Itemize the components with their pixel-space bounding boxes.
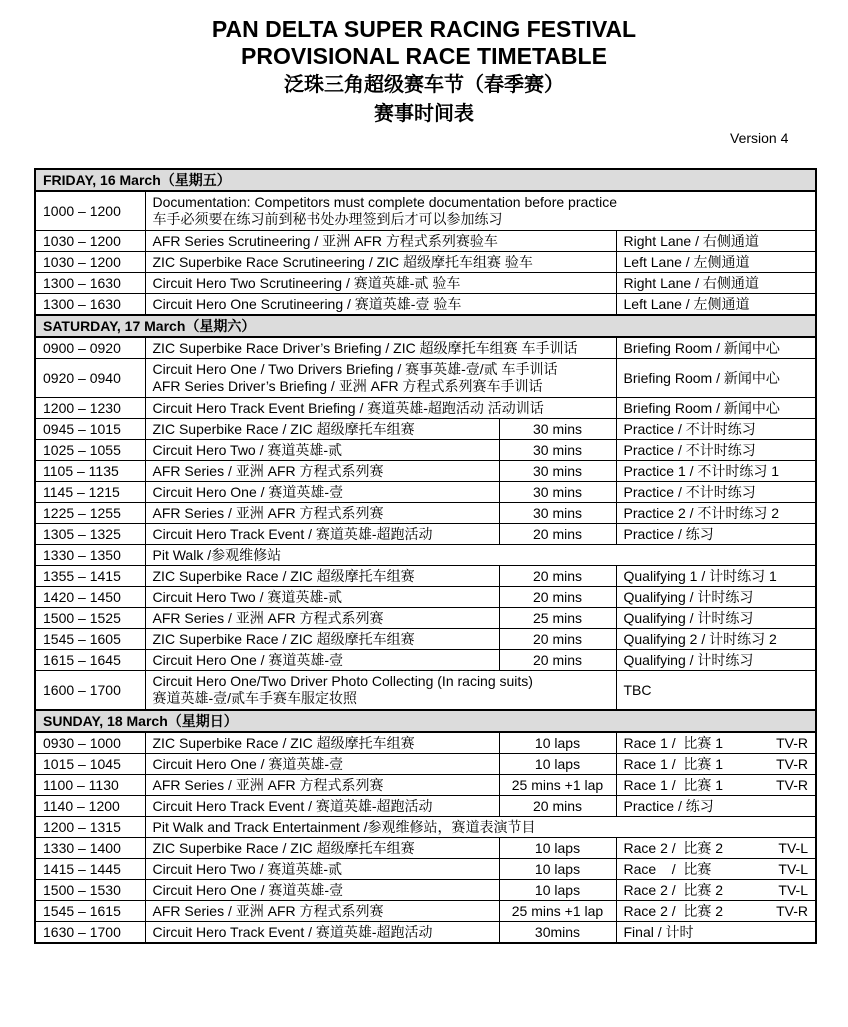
time-cell: 1030 – 1200	[35, 231, 145, 252]
event-cell	[145, 461, 499, 482]
event-line: Circuit Hero Two / 赛道英雄-贰	[152, 860, 343, 877]
event-line: Circuit Hero Two / 赛道英雄-贰	[152, 588, 343, 605]
event-line: Circuit Hero One / Two Drivers Briefing / 赛事英雄-壹/贰 车手训话	[152, 361, 558, 377]
event-line: ZIC Superbike Race Driver’s Briefing / ZIC 超级摩托车组赛 车手训话	[152, 339, 578, 356]
note-wrap	[624, 610, 809, 627]
event-line: AFR Series / 亚洲 AFR 方程式系列赛	[152, 462, 384, 479]
time-cell: 0945 – 1015	[35, 419, 145, 440]
schedule-row	[35, 419, 816, 440]
note-wrap	[624, 484, 809, 501]
event-line: Circuit Hero One / 赛道英雄-壹	[152, 651, 344, 668]
session-label: Qualifying / 计时练习	[623, 588, 754, 605]
note-cell	[616, 775, 816, 796]
section-heading: FRIDAY, 16 March（星期五）	[35, 169, 816, 191]
session-label: Qualifying / 计时练习	[623, 609, 754, 626]
time-cell: 1330 – 1400	[35, 838, 145, 859]
schedule-row	[35, 838, 816, 859]
schedule-row	[35, 337, 816, 359]
schedule-row	[35, 482, 816, 503]
event-line: AFR Series / 亚洲 AFR 方程式系列赛	[152, 902, 384, 919]
time-cell: 1300 – 1630	[35, 273, 145, 294]
tv-label: TV-L	[778, 881, 808, 898]
note-cell	[616, 922, 816, 944]
time-cell: 1500 – 1530	[35, 880, 145, 901]
schedule-row	[35, 294, 816, 316]
time-cell: 1420 – 1450	[35, 587, 145, 608]
title-line-1: PAN DELTA SUPER RACING FESTIVAL	[211, 16, 637, 42]
title-line-2: PROVISIONAL RACE TIMETABLE	[241, 43, 607, 69]
note-wrap	[624, 798, 809, 815]
event-cell	[145, 838, 499, 859]
event-cell	[145, 545, 816, 566]
event-line: AFR Series / 亚洲 AFR 方程式系列赛	[152, 609, 384, 626]
session-label: Final / 计时	[623, 923, 694, 940]
schedule-row	[35, 587, 816, 608]
note-cell: TBC	[616, 671, 816, 711]
duration-cell: 20 mins	[499, 587, 616, 608]
event-line: Circuit Hero One / 赛道英雄-壹	[152, 881, 344, 898]
event-cell	[145, 482, 499, 503]
schedule-row	[35, 440, 816, 461]
time-cell: 1415 – 1445	[35, 859, 145, 880]
schedule-row	[35, 503, 816, 524]
note-wrap	[624, 505, 809, 522]
note-wrap	[624, 735, 809, 752]
note-wrap	[624, 924, 809, 941]
section-heading: SATURDAY, 17 March（星期六）	[35, 315, 816, 337]
schedule-row	[35, 398, 816, 419]
note-wrap	[624, 756, 809, 773]
duration-cell: 25 mins +1 lap	[499, 775, 616, 796]
session-label: Practice / 练习	[623, 525, 714, 542]
schedule-row	[35, 901, 816, 922]
note-wrap	[624, 421, 809, 438]
note-cell: Briefing Room / 新闻中心	[616, 398, 816, 419]
event-line: AFR Series / 亚洲 AFR 方程式系列赛	[152, 776, 384, 793]
session-label: Practice / 不计时练习	[623, 483, 756, 500]
event-line: ZIC Superbike Race / ZIC 超级摩托车组赛	[152, 567, 415, 584]
schedule-row	[35, 629, 816, 650]
note-cell: Left Lane / 左侧通道	[616, 294, 816, 316]
time-cell: 1030 – 1200	[35, 252, 145, 273]
note-wrap	[624, 526, 809, 543]
event-cell	[145, 587, 499, 608]
duration-cell: 10 laps	[499, 838, 616, 859]
note-wrap	[624, 652, 809, 669]
title-chinese-1: 泛珠三角超级赛车节（春季赛）	[284, 72, 564, 96]
event-cell	[145, 880, 499, 901]
note-wrap	[624, 463, 809, 480]
event-cell	[145, 337, 616, 359]
time-cell: 1615 – 1645	[35, 650, 145, 671]
tv-label: TV-R	[776, 902, 808, 919]
note-cell	[616, 838, 816, 859]
title-chinese-2: 赛事时间表	[374, 101, 474, 125]
event-line: Pit Walk /参观维修站	[152, 546, 282, 563]
note-cell	[616, 503, 816, 524]
session-label: Qualifying / 计时练习	[623, 651, 754, 668]
section-header-row	[35, 710, 816, 732]
event-cell	[145, 566, 499, 587]
duration-cell: 10 laps	[499, 880, 616, 901]
schedule-row	[35, 880, 816, 901]
event-line: Circuit Hero Track Event / 赛道英雄-超跑活动	[152, 923, 433, 940]
duration-cell: 30 mins	[499, 461, 616, 482]
session-label: Practice 2 / 不计时练习 2	[623, 504, 780, 521]
note-cell	[616, 859, 816, 880]
event-line: Circuit Hero One / 赛道英雄-壹	[152, 755, 344, 772]
event-cell	[145, 922, 499, 944]
note-wrap	[624, 861, 809, 878]
session-label: Race 2 / 比赛 2	[623, 881, 724, 898]
time-cell: 1000 – 1200	[35, 191, 145, 231]
note-cell	[616, 796, 816, 817]
note-wrap	[624, 589, 809, 606]
duration-cell: 10 laps	[499, 754, 616, 775]
note-cell: Right Lane / 右侧通道	[616, 273, 816, 294]
event-line: Circuit Hero Two / 赛道英雄-贰	[152, 441, 343, 458]
session-label: Qualifying 1 / 计时练习 1	[623, 567, 777, 584]
event-cell	[145, 732, 499, 754]
section-header-row	[35, 169, 816, 191]
note-cell	[616, 754, 816, 775]
session-label: Race 2 / 比赛 2	[623, 839, 724, 856]
note-cell	[616, 732, 816, 754]
duration-cell: 20 mins	[499, 566, 616, 587]
event-cell	[145, 273, 616, 294]
event-line-2: 车手必须要在练习前到秘书处办理签到后才可以参加练习	[152, 211, 503, 227]
duration-cell: 30 mins	[499, 503, 616, 524]
tv-label: TV-R	[776, 755, 808, 772]
duration-cell: 25 mins +1 lap	[499, 901, 616, 922]
event-line: Circuit Hero One/Two Driver Photo Collecting (In racing suits)	[152, 673, 533, 689]
tv-label: TV-L	[778, 839, 808, 856]
session-label: Practice / 不计时练习	[623, 420, 756, 437]
time-cell: 1330 – 1350	[35, 545, 145, 566]
time-cell: 1200 – 1315	[35, 817, 145, 838]
event-cell	[145, 775, 499, 796]
event-line: Circuit Hero One / 赛道英雄-壹	[152, 483, 344, 500]
duration-cell: 30 mins	[499, 482, 616, 503]
event-line: Circuit Hero Track Event / 赛道英雄-超跑活动	[152, 797, 433, 814]
schedule-row	[35, 817, 816, 838]
note-wrap	[624, 442, 809, 459]
tv-label: TV-R	[776, 776, 808, 793]
section-heading: SUNDAY, 18 March（星期日）	[35, 710, 816, 732]
schedule-row	[35, 524, 816, 545]
note-wrap	[624, 882, 809, 899]
time-cell: 1630 – 1700	[35, 922, 145, 944]
note-cell: Left Lane / 左侧通道	[616, 252, 816, 273]
time-cell: 1015 – 1045	[35, 754, 145, 775]
event-line: Documentation: Competitors must complete documentation before practice	[152, 194, 618, 210]
time-cell: 0930 – 1000	[35, 732, 145, 754]
session-label: Race 1 / 比赛 1	[623, 755, 724, 772]
duration-cell: 20 mins	[499, 629, 616, 650]
duration-cell: 25 mins	[499, 608, 616, 629]
event-line: ZIC Superbike Race Scrutineering / ZIC 超级摩托车组赛 验车	[152, 253, 533, 270]
note-wrap	[624, 568, 809, 585]
time-cell: 1500 – 1525	[35, 608, 145, 629]
event-cell	[145, 754, 499, 775]
event-line: AFR Series / 亚洲 AFR 方程式系列赛	[152, 504, 384, 521]
note-wrap	[624, 777, 809, 794]
note-cell	[616, 629, 816, 650]
note-wrap	[624, 631, 809, 648]
event-line: ZIC Superbike Race / ZIC 超级摩托车组赛	[152, 420, 415, 437]
event-line: Pit Walk and Track Entertainment /参观维修站，赛道表演节目	[152, 818, 536, 835]
timetable	[34, 168, 817, 944]
time-cell: 1100 – 1130	[35, 775, 145, 796]
note-cell	[616, 901, 816, 922]
time-cell: 1545 – 1605	[35, 629, 145, 650]
event-line: ZIC Superbike Race / ZIC 超级摩托车组赛	[152, 839, 415, 856]
time-cell: 0920 – 0940	[35, 359, 145, 398]
note-cell	[616, 650, 816, 671]
event-line: Circuit Hero Track Event Briefing / 赛道英雄-超跑活动 活动训话	[152, 399, 544, 416]
schedule-row	[35, 359, 816, 398]
time-cell: 1145 – 1215	[35, 482, 145, 503]
duration-cell: 10 laps	[499, 732, 616, 754]
event-cell	[145, 440, 499, 461]
time-cell: 1200 – 1230	[35, 398, 145, 419]
event-cell	[145, 796, 499, 817]
note-cell	[616, 587, 816, 608]
time-cell: 1305 – 1325	[35, 524, 145, 545]
section-header-row	[35, 315, 816, 337]
duration-cell: 10 laps	[499, 859, 616, 880]
duration-cell: 20 mins	[499, 796, 616, 817]
event-cell	[145, 231, 616, 252]
time-cell: 1025 – 1055	[35, 440, 145, 461]
schedule-row	[35, 671, 816, 711]
schedule-row	[35, 650, 816, 671]
event-line-2: 赛道英雄-壹/贰车手赛车服定妆照	[152, 690, 358, 706]
duration-cell: 30mins	[499, 922, 616, 944]
event-line: ZIC Superbike Race / ZIC 超级摩托车组赛	[152, 630, 415, 647]
schedule-row	[35, 859, 816, 880]
schedule-row	[35, 273, 816, 294]
event-cell	[145, 359, 616, 398]
time-cell: 1225 – 1255	[35, 503, 145, 524]
schedule-row	[35, 775, 816, 796]
schedule-row	[35, 231, 816, 252]
event-cell	[145, 901, 499, 922]
note-cell: Briefing Room / 新闻中心	[616, 359, 816, 398]
schedule-row	[35, 608, 816, 629]
schedule-row	[35, 566, 816, 587]
tv-label: TV-R	[776, 734, 808, 751]
time-cell: 0900 – 0920	[35, 337, 145, 359]
note-wrap	[624, 903, 809, 920]
event-cell	[145, 817, 816, 838]
duration-cell: 30 mins	[499, 419, 616, 440]
event-cell	[145, 252, 616, 273]
session-label: Race 1 / 比赛 1	[623, 734, 724, 751]
schedule-row	[35, 191, 816, 231]
schedule-row	[35, 545, 816, 566]
event-cell	[145, 650, 499, 671]
session-label: Practice / 不计时练习	[623, 441, 756, 458]
duration-cell: 30 mins	[499, 440, 616, 461]
tv-label: TV-L	[778, 860, 808, 877]
note-cell: Right Lane / 右侧通道	[616, 231, 816, 252]
note-cell	[616, 440, 816, 461]
session-label: Qualifying 2 / 计时练习 2	[623, 630, 777, 647]
event-cell	[145, 294, 616, 316]
event-cell	[145, 608, 499, 629]
time-cell: 1545 – 1615	[35, 901, 145, 922]
event-line: ZIC Superbike Race / ZIC 超级摩托车组赛	[152, 734, 415, 751]
version-label: Version 4	[730, 130, 789, 146]
schedule-row	[35, 732, 816, 754]
note-cell	[616, 461, 816, 482]
note-cell	[616, 608, 816, 629]
time-cell: 1300 – 1630	[35, 294, 145, 316]
note-cell	[616, 880, 816, 901]
session-label: Practice 1 / 不计时练习 1	[623, 462, 780, 479]
note-cell: Briefing Room / 新闻中心	[616, 337, 816, 359]
note-cell	[616, 419, 816, 440]
schedule-row	[35, 754, 816, 775]
session-label: Race 1 / 比赛 1	[623, 776, 724, 793]
time-cell: 1140 – 1200	[35, 796, 145, 817]
session-label: Practice / 练习	[623, 797, 714, 814]
duration-cell: 20 mins	[499, 524, 616, 545]
event-cell	[145, 503, 499, 524]
event-cell	[145, 671, 616, 711]
time-cell: 1105 – 1135	[35, 461, 145, 482]
event-line: Circuit Hero One Scrutineering / 赛道英雄-壹 验车	[152, 295, 462, 312]
note-cell	[616, 524, 816, 545]
duration-cell: 20 mins	[499, 650, 616, 671]
event-cell	[145, 398, 616, 419]
session-label: Race / 比赛	[623, 860, 712, 877]
event-cell	[145, 629, 499, 650]
event-line: Circuit Hero Track Event / 赛道英雄-超跑活动	[152, 525, 433, 542]
schedule-row	[35, 252, 816, 273]
note-cell	[616, 566, 816, 587]
event-line-2: AFR Series Driver’s Briefing / 亚洲 AFR 方程式系列赛车手训话	[152, 378, 543, 394]
event-cell	[145, 859, 499, 880]
schedule-row	[35, 461, 816, 482]
event-cell	[145, 191, 816, 231]
event-cell	[145, 419, 499, 440]
schedule-row	[35, 922, 816, 944]
schedule-row	[35, 796, 816, 817]
session-label: Race 2 / 比赛 2	[623, 902, 724, 919]
time-cell: 1600 – 1700	[35, 671, 145, 711]
event-cell	[145, 524, 499, 545]
note-cell	[616, 482, 816, 503]
time-cell: 1355 – 1415	[35, 566, 145, 587]
event-line: Circuit Hero Two Scrutineering / 赛道英雄-贰 验车	[152, 274, 461, 291]
note-wrap	[624, 840, 809, 857]
event-line: AFR Series Scrutineering / 亚洲 AFR 方程式系列赛验车	[152, 232, 498, 249]
